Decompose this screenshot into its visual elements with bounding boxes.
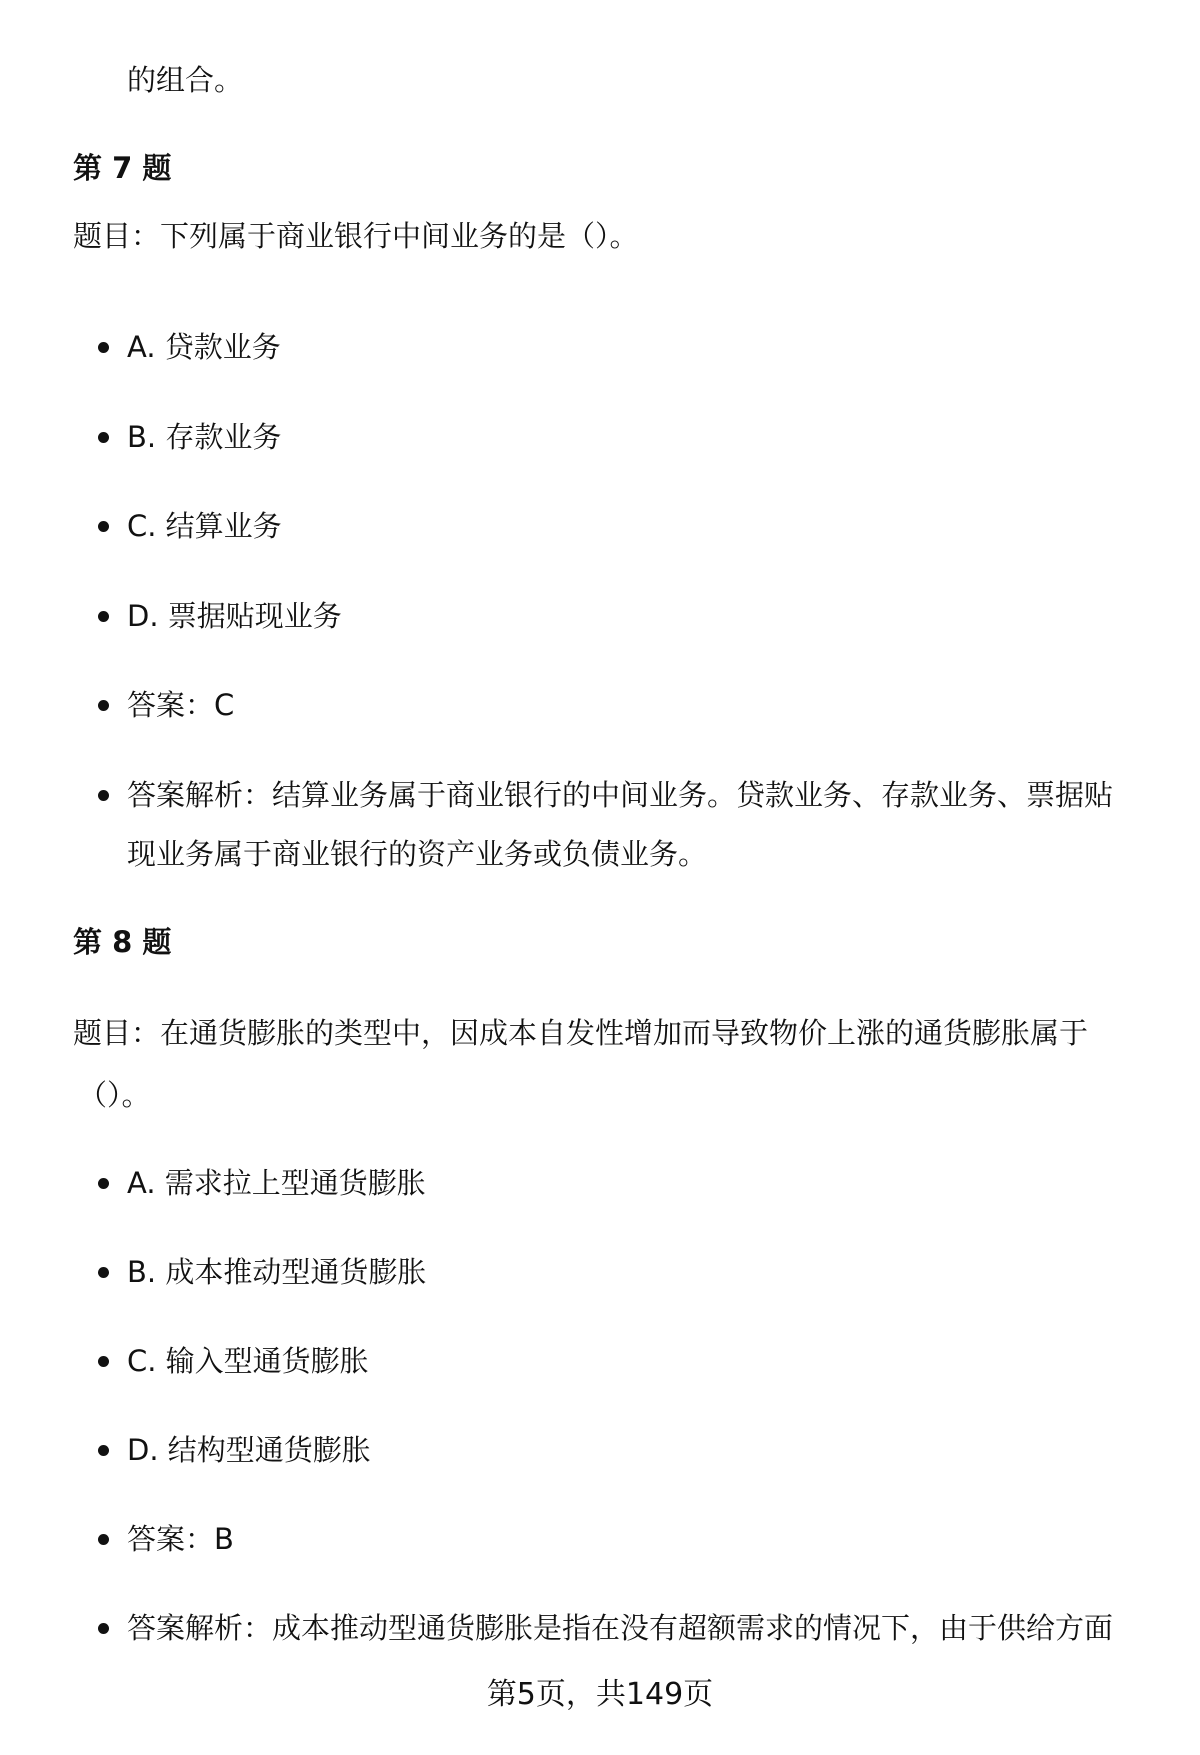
- bullet-icon: [98, 700, 109, 711]
- question-7-stem: 题目：下列属于商业银行中间业务的是（）。: [73, 219, 639, 253]
- q8-option-a: A. 需求拉上型通货膨胀: [127, 1166, 426, 1200]
- bullet-icon: [98, 1623, 109, 1634]
- q8-option-c: C. 输入型通货膨胀: [127, 1344, 369, 1378]
- bullet-icon: [98, 1445, 109, 1456]
- q7-analysis-line-2: 现业务属于商业银行的资产业务或负债业务。: [127, 837, 708, 871]
- question-8-heading: 第 8 题: [73, 925, 172, 959]
- question-8-stem-line-1: 题目：在通货膨胀的类型中，因成本自发性增加而导致物价上涨的通货膨胀属于: [73, 1016, 1089, 1050]
- bullet-icon: [98, 790, 109, 801]
- bullet-icon: [98, 521, 109, 532]
- question-7-heading: 第 7 题: [73, 151, 172, 185]
- continuation-text: 的组合。: [127, 63, 244, 97]
- q7-analysis-line-1: 答案解析：结算业务属于商业银行的中间业务。贷款业务、存款业务、票据贴: [127, 778, 1114, 812]
- bullet-icon: [98, 432, 109, 443]
- q8-option-d: D. 结构型通货膨胀: [127, 1433, 371, 1467]
- page-number-footer: 第5页，共149页: [486, 1677, 714, 1712]
- q8-analysis-line-1: 答案解析：成本推动型通货膨胀是指在没有超额需求的情况下，由于供给方面: [127, 1611, 1114, 1645]
- q8-option-b: B. 成本推动型通货膨胀: [127, 1255, 427, 1289]
- q7-option-d: D. 票据贴现业务: [127, 599, 342, 633]
- bullet-icon: [98, 1534, 109, 1545]
- bullet-icon: [98, 611, 109, 622]
- bullet-icon: [98, 1267, 109, 1278]
- q7-option-a: A. 贷款业务: [127, 330, 281, 364]
- bullet-icon: [98, 1178, 109, 1189]
- bullet-icon: [98, 342, 109, 353]
- q7-answer: 答案：C: [127, 688, 235, 722]
- q8-answer: 答案：B: [127, 1522, 234, 1556]
- q7-option-c: C. 结算业务: [127, 509, 282, 543]
- q7-option-b: B. 存款业务: [127, 420, 282, 454]
- bullet-icon: [98, 1356, 109, 1367]
- question-8-stem-line-2: （）。: [78, 1078, 151, 1112]
